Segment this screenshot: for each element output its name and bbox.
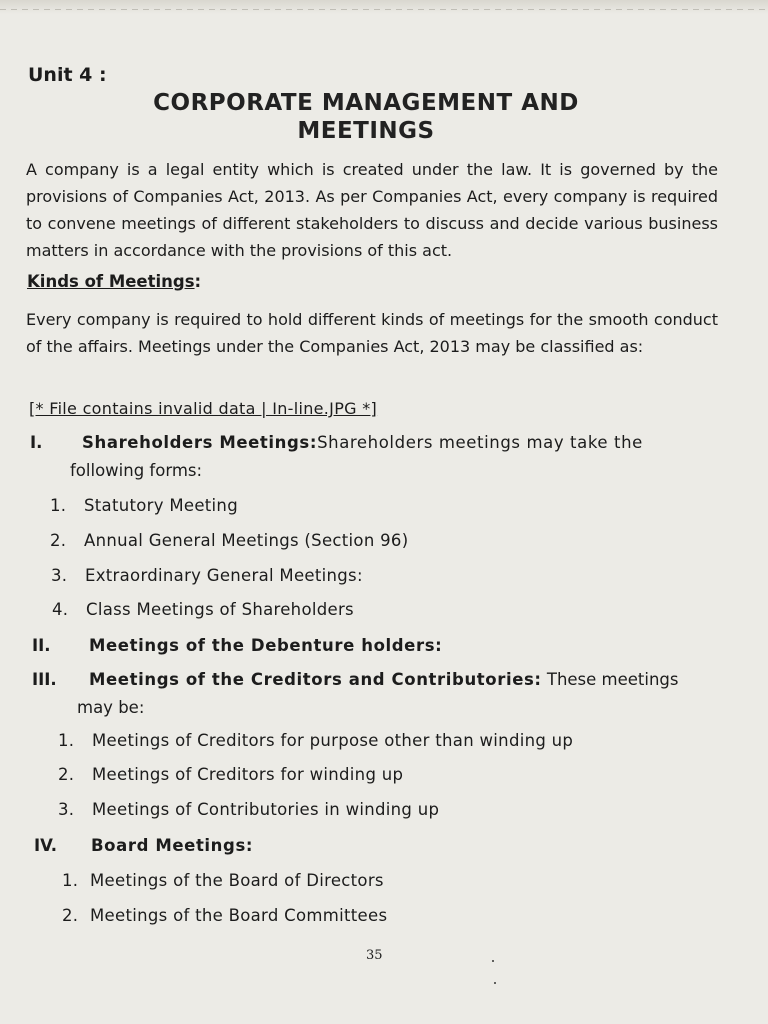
- section-body: [91, 832, 724, 860]
- section-board-meetings: [34, 832, 724, 860]
- section-text: These meetings: [541, 670, 679, 689]
- list-item-text: Meetings of the Board of Directors: [90, 871, 384, 890]
- list-item: [58, 765, 403, 784]
- section-body: [89, 666, 722, 694]
- list-item-number: 2.: [62, 906, 79, 925]
- page-top-edge: [0, 0, 768, 14]
- list-item-number: 2.: [50, 531, 67, 550]
- list-item: [62, 871, 384, 890]
- list-item-text: Statutory Meeting: [84, 496, 238, 515]
- list-item-text: Meetings of Contributories in winding up: [92, 800, 440, 819]
- section-heading: Board Meetings:: [91, 836, 254, 855]
- section-body: [82, 429, 720, 457]
- section-numeral: I.: [30, 433, 43, 452]
- list-item-number: 1.: [50, 496, 67, 515]
- section-heading: Meetings of the Creditors and Contributories:: [89, 670, 542, 689]
- list-item-text: Extraordinary General Meetings:: [85, 566, 363, 585]
- list-item: [50, 531, 408, 550]
- page-title-line-1: CORPORATE MANAGEMENT AND: [153, 90, 579, 116]
- section-numeral: IV.: [34, 836, 58, 855]
- section-numeral: III.: [32, 670, 57, 689]
- list-item-number: 1.: [62, 871, 79, 890]
- kinds-heading-colon: :: [194, 272, 202, 291]
- kinds-paragraph: Every company is required to hold different kinds of meetings for the smooth conduct of the affairs. Meetings under the Companies Act, 2013 may be classified as:: [26, 310, 718, 356]
- invalid-data-note: [* File contains invalid data | In-line.JPG *]: [29, 399, 378, 418]
- section-creditors-contributories: [32, 666, 722, 722]
- list-item-text: Class Meetings of Shareholders: [86, 600, 354, 619]
- section-numeral: II.: [32, 636, 51, 655]
- intro-paragraph: A company is a legal entity which is created under the law. It is governed by the provisions of Companies Act, 2013. As per Companies Act, every company is required to convene meetings of different stakeholders to discuss and decide various business matters in accordance with the provisions of this act.: [26, 160, 718, 260]
- section-debenture-holders: [32, 632, 722, 660]
- section-body: [89, 632, 722, 660]
- list-item: [50, 496, 238, 515]
- list-item: [52, 600, 354, 619]
- section-shareholders-meetings: [30, 429, 720, 485]
- unit-label: Unit 4 :: [28, 64, 107, 86]
- kinds-heading-text: Kinds of Meetings: [27, 272, 195, 291]
- section-heading: Shareholders Meetings:: [82, 433, 318, 452]
- list-item-text: Meetings of the Board Committees: [90, 906, 388, 925]
- speck-mark: [494, 982, 496, 984]
- section-continuation: following forms:: [70, 461, 203, 480]
- list-item-text: Meetings of Creditors for purpose other than winding up: [92, 731, 574, 750]
- speck-mark: [492, 960, 494, 962]
- list-item-text: Annual General Meetings (Section 96): [84, 531, 409, 550]
- page-title-line-2: MEETINGS: [297, 118, 435, 144]
- section-heading: Meetings of the Debenture holders:: [89, 636, 443, 655]
- section-text: Shareholders meetings may take the: [317, 433, 643, 452]
- list-item-number: 3.: [58, 800, 75, 819]
- list-item: [58, 800, 439, 819]
- list-item-text: Meetings of Creditors for winding up: [92, 765, 404, 784]
- list-item-number: 2.: [58, 765, 75, 784]
- list-item-number: 4.: [52, 600, 69, 619]
- list-item: [62, 906, 387, 925]
- list-item-number: 1.: [58, 731, 75, 750]
- page-number: 35: [366, 948, 383, 963]
- list-item-number: 3.: [51, 566, 68, 585]
- list-item: [51, 566, 363, 585]
- kinds-of-meetings-heading: [27, 272, 201, 291]
- list-item: [58, 731, 573, 750]
- section-continuation: may be:: [77, 698, 145, 717]
